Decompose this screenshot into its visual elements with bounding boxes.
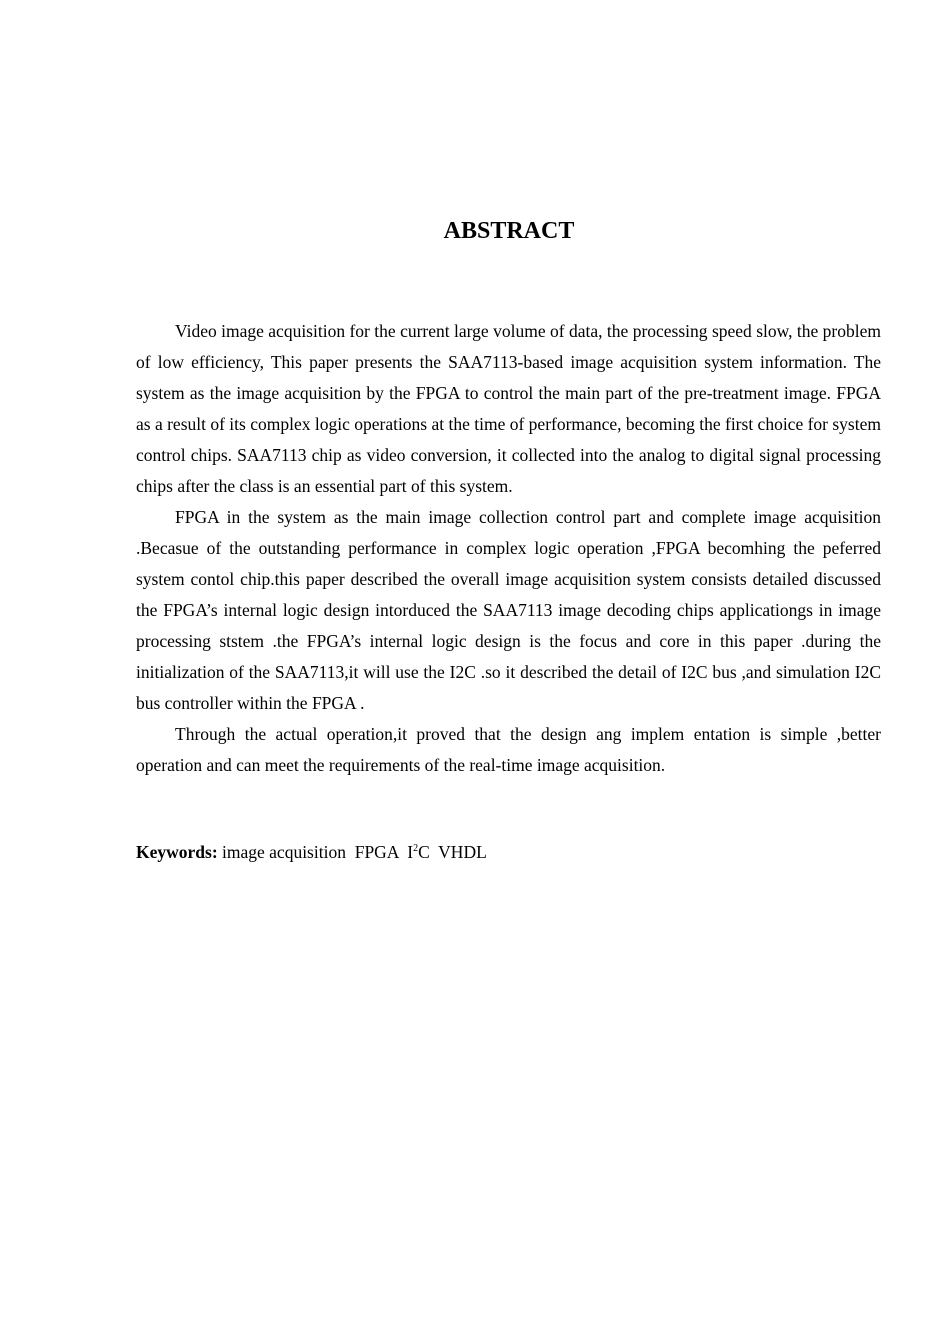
abstract-title: ABSTRACT bbox=[443, 218, 575, 244]
keywords-items-end: C VHDL bbox=[418, 842, 487, 862]
keywords-items-start: image acquisition FPGA I bbox=[217, 842, 414, 862]
keywords-line bbox=[136, 837, 881, 868]
keywords-label: Keywords: bbox=[136, 842, 218, 862]
keywords-superscript: 2 bbox=[413, 843, 419, 855]
abstract-paragraph-1: Video image acquisition for the current large volume of data, the processing speed slow, the problem of low efficiency, This paper presents the SAA7113-based image acquisition system information. The system as the image acquisition by the FPGA to control the main part of the pre-treatment image. FPGA as a result of its complex logic operations at the time of performance, becoming the first choice for system control chips. SAA7113 chip as video conversion, it collected into the analog to digital signal processing chips after the class is an essential part of this system. bbox=[136, 321, 881, 496]
abstract-paragraph-2: FPGA in the system as the main image collection control part and complete image acquisition .Becasue of the outstanding performance in complex logic operation ,FPGA becomhing the peferred system contol chip.this paper described the overall image acquisition system consists detailed discussed the FPGA’s internal logic design intorduced the SAA7113 image decoding chips applicationgs in image processing ststem .the FPGA’s internal logic design is the focus and core in this paper .during the initialization of the SAA7113,it will use the I2C .so it described the detail of I2C bus ,and simulation I2C bus controller within the FPGA . bbox=[136, 507, 881, 713]
abstract-body bbox=[136, 316, 881, 781]
abstract-paragraph-3: Through the actual operation,it proved that the design ang implem entation is simple ,better operation and can meet the requirements of the real-time image acquisition. bbox=[136, 724, 881, 775]
